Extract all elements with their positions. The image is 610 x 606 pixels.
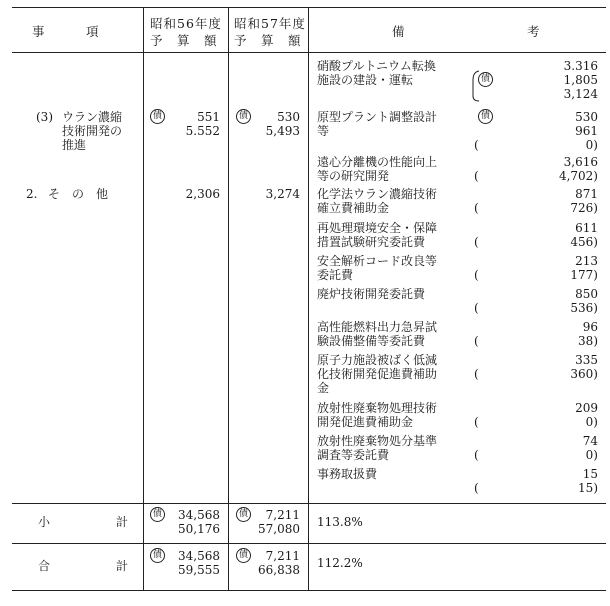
note-value-paren: 0) <box>585 138 598 152</box>
open-paren: ( <box>474 481 479 495</box>
note-label-line1: 放射性廃棄物処分基準 <box>317 434 438 448</box>
header-fy57-line1: 昭和57年度 <box>234 16 306 31</box>
note-value: 335 <box>575 353 598 367</box>
item-label-line3: 推進 <box>62 138 87 152</box>
note-label-line1: 廃炉技術開発委託費 <box>317 287 426 301</box>
header-item: 事 項 <box>32 24 100 39</box>
note-value: 74 <box>582 434 598 448</box>
item-number: 2. <box>26 187 38 201</box>
open-paren: ( <box>474 138 479 152</box>
note-label-line1: 硝酸プルトニウム転換 <box>317 59 436 73</box>
total-fy56-debt: 34,568 <box>178 549 220 563</box>
debt-mark-icon: 債 <box>478 72 493 87</box>
note-value: 96 <box>582 320 598 334</box>
note-value: 871 <box>575 187 598 201</box>
note-label-line2: 化技術開発促進費補助 <box>317 367 438 381</box>
note-value-paren: 0) <box>585 415 598 429</box>
note-label-line2: 確立費補助金 <box>317 201 390 215</box>
total-fy57-debt: 7,211 <box>265 549 300 563</box>
note-label-line2: 開発促進費補助金 <box>317 415 414 429</box>
header-bottom-border <box>12 52 606 53</box>
fy56-value: 2,306 <box>185 187 220 201</box>
table-bottom-border <box>12 590 606 591</box>
note-label-line1: 再処理環境安全・保障 <box>317 221 438 235</box>
note-value-paren: 456) <box>570 235 598 249</box>
fy57-debt-value: 530 <box>277 110 300 124</box>
open-paren: ( <box>474 334 479 348</box>
brace-icon <box>470 70 480 102</box>
fy57-value: 5,493 <box>265 124 300 138</box>
note-value-paren: 38) <box>578 334 598 348</box>
total-fy56: 59,555 <box>178 563 220 577</box>
subtotal-fy56: 50,176 <box>178 522 220 536</box>
debt-mark-icon: 債 <box>236 109 251 124</box>
note-label-line1: 安全解析コード改良等 <box>317 254 438 268</box>
debt-mark-icon: 債 <box>150 548 165 563</box>
subtotal-fy57-debt: 7,211 <box>265 508 300 522</box>
note-label-line2: 委託費 <box>317 268 354 282</box>
fy56-value: 5.552 <box>185 124 220 138</box>
note-value: 213 <box>575 254 598 268</box>
debt-mark-icon: 債 <box>150 109 165 124</box>
note-label-line1: 高性能燃料出力急昇試 <box>317 320 438 334</box>
note-value-paren: 726) <box>570 201 598 215</box>
note-value-paren: 360) <box>570 367 598 381</box>
note-label-line2: 措置試験研究委託費 <box>317 235 426 249</box>
total-ratio: 112.2% <box>317 556 363 570</box>
item-label: そ の 他 <box>48 187 109 201</box>
note-label-line1: 事務取扱費 <box>317 467 378 481</box>
subtotal-top-border <box>12 503 606 504</box>
item-label-line1: ウラン濃縮 <box>62 110 123 124</box>
header-remarks: 備 考 <box>392 24 541 39</box>
note-value: 209 <box>575 401 598 415</box>
note-value: 850 <box>575 287 598 301</box>
open-paren: ( <box>474 268 479 282</box>
open-paren: ( <box>474 235 479 249</box>
note-value: 3,124 <box>563 87 598 101</box>
note-value: 3.316 <box>563 59 598 73</box>
note-label-line2: 施設の建設・運転 <box>317 73 414 87</box>
table-top-border <box>12 7 606 8</box>
item-label-line2: 技術開発の <box>62 124 123 138</box>
note-label-line1: 化学法ウラン濃縮技術 <box>317 187 438 201</box>
col-divider-1 <box>143 7 144 590</box>
col-divider-3 <box>308 7 309 590</box>
col-divider-2 <box>228 7 229 590</box>
note-label-line1: 原子力施設被ばく低減 <box>317 353 438 367</box>
total-fy57: 66,838 <box>258 563 300 577</box>
total-label-left: 合 <box>38 559 51 573</box>
note-label-line2: 調査等委託費 <box>317 448 390 462</box>
total-label-right: 計 <box>116 559 129 573</box>
open-paren: ( <box>474 169 479 183</box>
open-paren: ( <box>474 448 479 462</box>
fy57-value: 3,274 <box>265 187 300 201</box>
fy56-debt-value: 551 <box>197 110 220 124</box>
note-debt-value: 530 <box>575 110 598 124</box>
note-value-paren: 4,702) <box>558 169 598 183</box>
subtotal-fy57: 57,080 <box>258 522 300 536</box>
debt-mark-icon: 債 <box>236 507 251 522</box>
debt-mark-icon: 債 <box>150 507 165 522</box>
note-value: 3,616 <box>563 155 598 169</box>
debt-mark-icon: 債 <box>236 548 251 563</box>
open-paren: ( <box>474 415 479 429</box>
header-fy56-line1: 昭和56年度 <box>150 16 222 31</box>
note-label-line1: 原型プラント調整設計 <box>317 110 438 124</box>
note-label-line2: 等の研究開発 <box>317 169 390 183</box>
note-value: 611 <box>575 221 598 235</box>
open-paren: ( <box>474 201 479 215</box>
open-paren: ( <box>474 301 479 315</box>
note-value-paren: 15) <box>578 481 598 495</box>
subtotal-ratio: 113.8% <box>317 515 363 529</box>
subtotal-fy56-debt: 34,568 <box>178 508 220 522</box>
open-paren: ( <box>474 367 479 381</box>
note-value-paren: 0) <box>585 448 598 462</box>
note-label-line2: 等 <box>317 124 330 138</box>
note-value: 15 <box>582 467 598 481</box>
note-value-paren: 177) <box>570 268 598 282</box>
header-fy56-line2: 予 算 額 <box>150 33 218 48</box>
note-label-line3: 金 <box>317 381 330 395</box>
note-value: 961 <box>575 124 598 138</box>
header-fy57-line2: 予 算 額 <box>234 33 302 48</box>
note-label-line1: 遠心分離機の性能向上 <box>317 155 438 169</box>
subtotal-label-left: 小 <box>38 515 51 529</box>
item-number: (3) <box>36 110 53 124</box>
note-label-line1: 放射性廃棄物処理技術 <box>317 401 438 415</box>
note-value-paren: 536) <box>570 301 598 315</box>
note-label-line2: 験設備整備等委託費 <box>317 334 426 348</box>
debt-mark-icon: 債 <box>478 109 493 124</box>
subtotal-label-right: 計 <box>116 515 129 529</box>
note-debt-value: 1,805 <box>563 73 598 87</box>
subtotal-bottom-border <box>12 543 606 544</box>
